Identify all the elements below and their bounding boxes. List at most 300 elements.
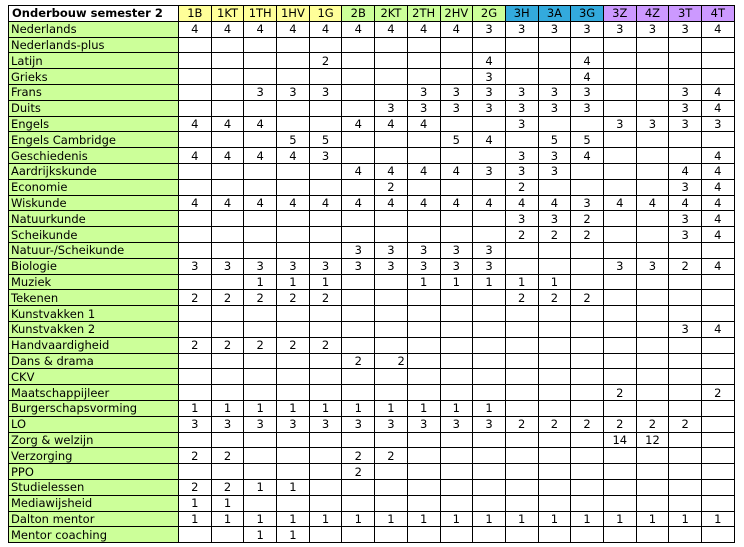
table-row — [9, 163, 735, 179]
hours-cell: 4 — [669, 195, 702, 211]
hours-cell — [669, 495, 702, 511]
hours-cell — [473, 527, 506, 543]
hours-cell — [571, 258, 604, 274]
column-header-1kt: 1KT — [211, 6, 244, 22]
hours-cell — [702, 400, 735, 416]
subject-cell: Dans & drama — [9, 353, 179, 369]
hours-cell — [440, 479, 473, 495]
hours-cell — [211, 432, 244, 448]
hours-cell — [571, 274, 604, 290]
hours-cell — [309, 163, 342, 179]
table-row — [9, 400, 735, 416]
hours-cell — [603, 37, 636, 53]
hours-cell: 3 — [636, 21, 669, 37]
hours-cell — [702, 242, 735, 258]
hours-cell — [538, 179, 571, 195]
hours-cell: 2 — [244, 290, 277, 306]
table-row — [9, 53, 735, 69]
hours-cell: 2 — [505, 179, 538, 195]
table-row — [9, 227, 735, 243]
hours-cell — [636, 337, 669, 353]
hours-cell — [277, 306, 310, 322]
hours-cell: 3 — [407, 100, 440, 116]
hours-cell — [277, 464, 310, 480]
hours-cell: 1 — [179, 400, 212, 416]
hours-cell — [538, 258, 571, 274]
hours-cell — [473, 369, 506, 385]
hours-cell — [603, 337, 636, 353]
hours-cell — [636, 69, 669, 85]
table-row — [9, 116, 735, 132]
hours-cell: 1 — [440, 400, 473, 416]
hours-cell: 3 — [473, 258, 506, 274]
hours-cell: 3 — [505, 100, 538, 116]
hours-cell: 2 — [309, 337, 342, 353]
hours-cell: 3 — [244, 416, 277, 432]
hours-cell: 4 — [342, 195, 375, 211]
hours-cell — [669, 53, 702, 69]
hours-cell — [702, 337, 735, 353]
hours-cell — [342, 274, 375, 290]
hours-cell: 4 — [702, 195, 735, 211]
hours-cell — [538, 527, 571, 543]
hours-cell — [407, 132, 440, 148]
hours-cell: 4 — [211, 148, 244, 164]
subject-cell: Maatschappijleer — [9, 385, 179, 401]
hours-cell — [440, 306, 473, 322]
hours-cell — [342, 479, 375, 495]
hours-cell — [702, 432, 735, 448]
hours-cell — [702, 69, 735, 85]
hours-cell — [407, 527, 440, 543]
hours-cell: 3 — [375, 100, 408, 116]
table-row — [9, 132, 735, 148]
hours-cell: 1 — [277, 511, 310, 527]
hours-cell: 3 — [407, 258, 440, 274]
table-row — [9, 84, 735, 100]
hours-cell — [211, 211, 244, 227]
hours-cell: 2 — [571, 227, 604, 243]
hours-cell: 1 — [244, 400, 277, 416]
hours-cell — [211, 132, 244, 148]
hours-cell — [603, 290, 636, 306]
hours-cell: 3 — [342, 242, 375, 258]
hours-cell — [407, 479, 440, 495]
hours-cell — [440, 495, 473, 511]
hours-cell — [603, 495, 636, 511]
hours-cell — [244, 37, 277, 53]
hours-cell — [309, 227, 342, 243]
subject-cell: Geschiedenis — [9, 148, 179, 164]
hours-cell — [603, 274, 636, 290]
hours-cell: 1 — [702, 511, 735, 527]
hours-cell: 3 — [179, 258, 212, 274]
hours-cell: 1 — [277, 479, 310, 495]
hours-cell: 3 — [538, 100, 571, 116]
hours-cell — [603, 400, 636, 416]
hours-cell — [277, 242, 310, 258]
hours-cell — [571, 242, 604, 258]
hours-cell — [440, 179, 473, 195]
hours-cell: 4 — [407, 195, 440, 211]
hours-cell — [375, 321, 408, 337]
hours-cell: 3 — [505, 148, 538, 164]
hours-cell — [375, 132, 408, 148]
hours-cell: 2 — [179, 290, 212, 306]
column-header-3a: 3A — [538, 6, 571, 22]
subject-cell: Frans — [9, 84, 179, 100]
hours-cell: 3 — [538, 148, 571, 164]
column-header-4t: 4T — [702, 6, 735, 22]
hours-cell: 1 — [211, 495, 244, 511]
hours-cell: 3 — [505, 211, 538, 227]
hours-cell — [407, 495, 440, 511]
hours-cell: 3 — [277, 84, 310, 100]
hours-cell — [505, 37, 538, 53]
hours-cell — [571, 163, 604, 179]
hours-cell: 5 — [440, 132, 473, 148]
hours-cell — [505, 337, 538, 353]
hours-cell — [342, 290, 375, 306]
hours-cell — [505, 53, 538, 69]
hours-cell — [702, 479, 735, 495]
hours-cell — [571, 527, 604, 543]
hours-cell: 3 — [505, 116, 538, 132]
hours-cell — [473, 321, 506, 337]
hours-cell: 4 — [505, 195, 538, 211]
hours-cell: 4 — [571, 53, 604, 69]
hours-cell — [375, 274, 408, 290]
hours-cell — [375, 527, 408, 543]
hours-cell: 2 — [179, 479, 212, 495]
hours-cell: 3 — [375, 242, 408, 258]
table-row — [9, 179, 735, 195]
hours-cell — [407, 179, 440, 195]
hours-cell: 2 — [211, 479, 244, 495]
table-row — [9, 479, 735, 495]
hours-cell — [440, 211, 473, 227]
column-header-1th: 1TH — [244, 6, 277, 22]
hours-cell: 3 — [375, 258, 408, 274]
subject-cell: Studielessen — [9, 479, 179, 495]
hours-cell — [571, 37, 604, 53]
table-row — [9, 527, 735, 543]
hours-cell: 3 — [538, 84, 571, 100]
hours-cell: 2 — [179, 337, 212, 353]
hours-cell: 4 — [440, 163, 473, 179]
hours-cell: 4 — [702, 84, 735, 100]
hours-cell: 4 — [211, 116, 244, 132]
hours-cell: 4 — [702, 163, 735, 179]
hours-cell — [309, 385, 342, 401]
hours-cell — [342, 432, 375, 448]
hours-cell — [636, 132, 669, 148]
subject-cell: Handvaardigheid — [9, 337, 179, 353]
hours-cell: 1 — [277, 400, 310, 416]
hours-cell: 3 — [277, 416, 310, 432]
hours-cell — [505, 369, 538, 385]
hours-cell — [571, 464, 604, 480]
hours-cell: 3 — [669, 21, 702, 37]
hours-cell — [505, 258, 538, 274]
hours-cell: 5 — [277, 132, 310, 148]
hours-cell — [702, 353, 735, 369]
hours-cell: 1 — [277, 527, 310, 543]
hours-cell — [538, 448, 571, 464]
hours-cell: 3 — [669, 179, 702, 195]
hours-cell — [603, 211, 636, 227]
hours-cell: 2 — [571, 416, 604, 432]
hours-cell — [669, 369, 702, 385]
hours-cell — [473, 306, 506, 322]
hours-cell — [669, 69, 702, 85]
hours-cell — [179, 242, 212, 258]
hours-cell — [211, 353, 244, 369]
hours-cell: 2 — [211, 448, 244, 464]
hours-cell — [407, 53, 440, 69]
hours-cell — [211, 321, 244, 337]
hours-cell: 2 — [342, 353, 375, 369]
subject-cell: Natuur-/Scheikunde — [9, 242, 179, 258]
hours-cell — [211, 100, 244, 116]
hours-cell — [309, 479, 342, 495]
hours-cell — [505, 527, 538, 543]
hours-cell — [211, 369, 244, 385]
hours-cell: 1 — [538, 511, 571, 527]
hours-cell: 4 — [702, 211, 735, 227]
hours-cell: 4 — [277, 195, 310, 211]
hours-cell — [571, 369, 604, 385]
hours-cell — [179, 369, 212, 385]
hours-cell — [603, 306, 636, 322]
hours-cell — [603, 148, 636, 164]
hours-cell — [244, 53, 277, 69]
hours-cell — [211, 37, 244, 53]
hours-cell — [277, 116, 310, 132]
subject-cell: Kunstvakken 1 — [9, 306, 179, 322]
hours-cell — [277, 211, 310, 227]
hours-cell — [440, 432, 473, 448]
hours-cell — [636, 527, 669, 543]
hours-cell — [309, 464, 342, 480]
hours-cell — [179, 385, 212, 401]
hours-cell — [538, 432, 571, 448]
hours-cell — [342, 227, 375, 243]
hours-cell: 2 — [505, 227, 538, 243]
hours-cell — [277, 179, 310, 195]
hours-cell — [571, 495, 604, 511]
hours-cell: 4 — [179, 195, 212, 211]
hours-cell: 2 — [277, 290, 310, 306]
hours-cell — [702, 306, 735, 322]
hours-cell: 3 — [473, 416, 506, 432]
hours-cell — [702, 448, 735, 464]
hours-cell: 1 — [407, 511, 440, 527]
hours-cell — [669, 274, 702, 290]
hours-cell — [473, 211, 506, 227]
column-header-3g: 3G — [571, 6, 604, 22]
hours-cell: 1 — [277, 274, 310, 290]
hours-cell: 1 — [244, 274, 277, 290]
hours-cell — [571, 353, 604, 369]
hours-cell: 3 — [211, 258, 244, 274]
subject-cell: Latijn — [9, 53, 179, 69]
hours-cell — [309, 353, 342, 369]
hours-cell: 1 — [440, 274, 473, 290]
hours-cell: 3 — [277, 258, 310, 274]
hours-cell: 2 — [342, 464, 375, 480]
hours-cell: 4 — [375, 116, 408, 132]
hours-cell: 1 — [244, 511, 277, 527]
hours-cell: 4 — [702, 227, 735, 243]
hours-cell — [571, 400, 604, 416]
hours-cell: 3 — [473, 69, 506, 85]
hours-cell — [244, 132, 277, 148]
hours-cell — [244, 227, 277, 243]
hours-cell — [179, 100, 212, 116]
hours-cell: 1 — [342, 511, 375, 527]
hours-cell — [440, 321, 473, 337]
table-row — [9, 37, 735, 53]
hours-cell — [603, 242, 636, 258]
hours-cell — [407, 306, 440, 322]
hours-cell: 4 — [702, 100, 735, 116]
hours-cell — [179, 527, 212, 543]
hours-cell: 4 — [603, 195, 636, 211]
hours-cell — [636, 148, 669, 164]
hours-cell — [277, 448, 310, 464]
subject-cell: Muziek — [9, 274, 179, 290]
hours-cell: 2 — [603, 416, 636, 432]
hours-cell: 4 — [342, 21, 375, 37]
hours-cell: 1 — [342, 400, 375, 416]
hours-cell — [244, 353, 277, 369]
hours-cell — [603, 369, 636, 385]
schedule-sheet — [8, 5, 735, 543]
hours-cell: 1 — [244, 479, 277, 495]
table-row — [9, 148, 735, 164]
hours-cell: 1 — [636, 511, 669, 527]
hours-cell: 4 — [440, 195, 473, 211]
hours-cell — [669, 448, 702, 464]
hours-cell — [669, 148, 702, 164]
hours-cell — [440, 290, 473, 306]
hours-cell: 3 — [440, 242, 473, 258]
hours-cell — [375, 337, 408, 353]
hours-cell — [440, 148, 473, 164]
hours-cell: 4 — [407, 21, 440, 37]
hours-cell — [636, 464, 669, 480]
hours-cell — [342, 495, 375, 511]
hours-cell — [407, 369, 440, 385]
hours-cell: 3 — [538, 21, 571, 37]
subject-cell: PPO — [9, 464, 179, 480]
hours-cell — [244, 100, 277, 116]
subject-cell: Natuurkunde — [9, 211, 179, 227]
hours-cell — [702, 37, 735, 53]
hours-cell — [211, 69, 244, 85]
column-header-3z: 3Z — [603, 6, 636, 22]
hours-cell — [669, 464, 702, 480]
hours-cell — [473, 179, 506, 195]
hours-cell — [440, 53, 473, 69]
hours-cell: 1 — [179, 495, 212, 511]
hours-cell — [505, 69, 538, 85]
hours-cell — [571, 385, 604, 401]
hours-cell — [636, 211, 669, 227]
hours-cell — [375, 69, 408, 85]
hours-cell — [179, 321, 212, 337]
hours-cell — [538, 321, 571, 337]
hours-cell — [244, 69, 277, 85]
subject-cell: Kunstvakken 2 — [9, 321, 179, 337]
hours-cell — [702, 495, 735, 511]
table-row — [9, 290, 735, 306]
hours-cell — [179, 37, 212, 53]
hours-cell — [211, 53, 244, 69]
hours-cell: 4 — [538, 195, 571, 211]
hours-cell — [505, 321, 538, 337]
hours-cell: 3 — [473, 100, 506, 116]
hours-cell: 3 — [342, 416, 375, 432]
hours-cell — [538, 116, 571, 132]
hours-cell — [309, 69, 342, 85]
hours-cell — [309, 448, 342, 464]
hours-cell — [440, 527, 473, 543]
hours-cell: 2 — [669, 258, 702, 274]
hours-cell — [309, 116, 342, 132]
subject-cell: Zorg & welzijn — [9, 432, 179, 448]
hours-cell — [309, 527, 342, 543]
table-row — [9, 321, 735, 337]
hours-cell — [375, 385, 408, 401]
subject-cell: Scheikunde — [9, 227, 179, 243]
hours-cell — [473, 464, 506, 480]
hours-cell — [669, 306, 702, 322]
hours-cell: 3 — [407, 242, 440, 258]
hours-cell — [342, 306, 375, 322]
hours-cell: 2 — [309, 53, 342, 69]
hours-cell — [603, 353, 636, 369]
hours-cell — [342, 132, 375, 148]
subject-cell: CKV — [9, 369, 179, 385]
hours-cell — [277, 69, 310, 85]
hours-cell: 1 — [211, 400, 244, 416]
hours-cell — [473, 432, 506, 448]
hours-cell — [669, 337, 702, 353]
hours-cell — [505, 464, 538, 480]
hours-cell — [603, 464, 636, 480]
hours-cell: 4 — [407, 116, 440, 132]
hours-cell — [702, 132, 735, 148]
subject-cell: Burgerschapsvorming — [9, 400, 179, 416]
hours-cell: 2 — [375, 353, 408, 369]
hours-cell — [244, 179, 277, 195]
hours-cell: 4 — [211, 195, 244, 211]
subject-cell: Dalton mentor — [9, 511, 179, 527]
hours-cell: 3 — [244, 258, 277, 274]
hours-cell — [179, 306, 212, 322]
hours-cell: 2 — [342, 448, 375, 464]
table-row — [9, 511, 735, 527]
hours-cell — [636, 37, 669, 53]
hours-cell: 3 — [440, 258, 473, 274]
hours-cell: 3 — [179, 416, 212, 432]
hours-cell — [342, 321, 375, 337]
hours-cell — [407, 464, 440, 480]
hours-cell — [342, 369, 375, 385]
hours-cell: 2 — [375, 179, 408, 195]
